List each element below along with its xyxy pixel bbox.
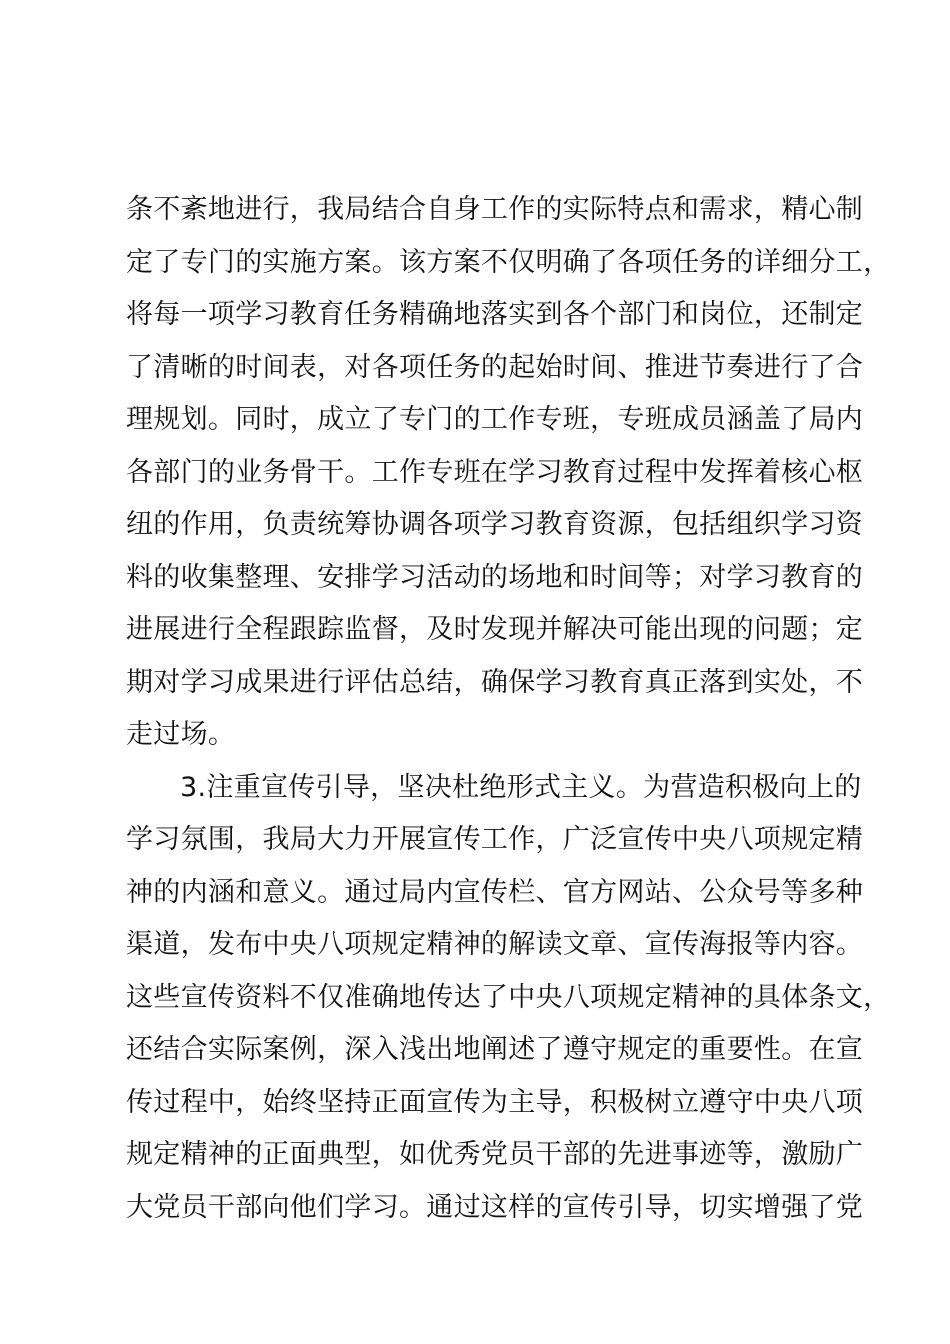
text-line: 将每一项学习教育任务精确地落实到各个部门和岗位，还制定	[126, 299, 864, 330]
text-line: 还结合实际案例，深入浅出地阐述了遵守规定的重要性。在宣	[126, 1034, 864, 1065]
text-line: 大党员干部向他们学习。通过这样的宣传引导，切实增强了党	[126, 1191, 864, 1223]
text-line: 这些宣传资料不仅准确地传达了中央八项规定精神的具体条文，	[126, 981, 891, 1013]
body-text	[126, 184, 891, 1234]
text-line: 期对学习成果进行评估总结，确保学习教育真正落到实处，不	[126, 666, 864, 698]
text-line: 学习氛围，我局大力开展宣传工作，广泛宣传中央八项规定精	[126, 824, 864, 855]
text-line: 进展进行全程跟踪监督，及时发现并解决可能出现的问题；定	[126, 614, 864, 645]
text-line: 条不紊地进行，我局结合自身工作的实际特点和需求，精心制	[126, 194, 864, 225]
text-line: 定了专门的实施方案。该方案不仅明确了各项任务的详细分工，	[126, 246, 891, 278]
text-line: 各部门的业务骨干。工作专班在学习教育过程中发挥着核心枢	[126, 456, 864, 488]
text-line: 传过程中，始终坚持正面宣传为主导，积极树立遵守中央八项	[126, 1086, 864, 1118]
text-line: 渠道，发布中央八项规定精神的解读文章、宣传海报等内容。	[126, 929, 864, 960]
text-line: 了清晰的时间表，对各项任务的起始时间、推进节奏进行了合	[126, 351, 864, 383]
text-line: 料的收集整理、安排学习活动的场地和时间等；对学习教育的	[126, 561, 864, 593]
paragraph-heading-line: 3.注重宣传引导，坚决杜绝形式主义。为营造积极向上的	[180, 771, 862, 803]
text-line: 神的内涵和意义。通过局内宣传栏、官方网站、公众号等多种	[126, 876, 864, 908]
text-line: 走过场。	[126, 719, 236, 750]
text-line: 理规划。同时，成立了专门的工作专班，专班成员涵盖了局内	[126, 404, 864, 435]
text-line: 规定精神的正面典型，如优秀党员干部的先进事迹等，激励广	[126, 1139, 864, 1170]
text-line: 纽的作用，负责统筹协调各项学习教育资源，包括组织学习资	[126, 509, 864, 540]
